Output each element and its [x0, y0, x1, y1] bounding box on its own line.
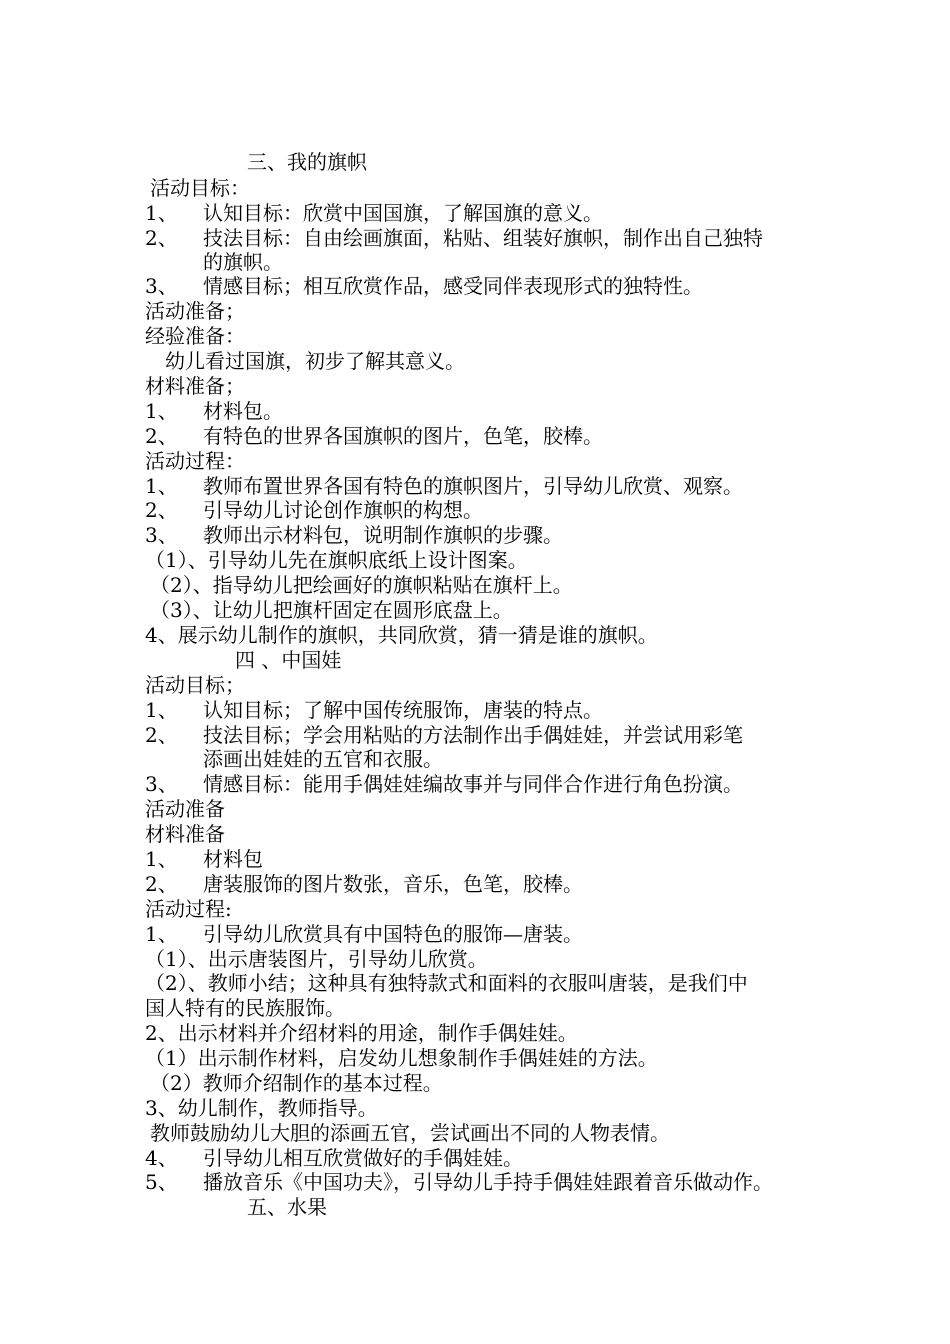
- step-note: 教师鼓励幼儿大胆的添画五官，尝试画出不同的人物表情。: [150, 1121, 670, 1145]
- item-number: 4、: [145, 1146, 178, 1170]
- item-text: 添画出娃娃的五官和衣服。: [203, 747, 443, 771]
- item-number: 2、: [145, 723, 178, 747]
- item-number: 2、: [145, 872, 178, 896]
- process-step: 3、幼儿制作，教师指导。: [145, 1096, 378, 1120]
- item-text: 引导幼儿相互欣赏做好的手偶娃娃。: [203, 1146, 523, 1170]
- section-title: 五、水果: [247, 1195, 327, 1219]
- item-text: 引导幼儿讨论创作旗帜的构想。: [203, 498, 483, 522]
- item-number: 3、: [145, 274, 178, 298]
- substep: （2）、教师小结；这种具有独特款式和面料的衣服叫唐装，是我们中: [145, 971, 748, 995]
- substep: （3）、让幼儿把旗杆固定在圆形底盘上。: [150, 598, 513, 622]
- substep: （2）、指导幼儿把绘画好的旗帜粘贴在旗杆上。: [150, 573, 573, 597]
- item-text: 情感目标；相互欣赏作品，感受同伴表现形式的独特性。: [203, 274, 703, 298]
- item-number: 1、: [145, 698, 178, 722]
- experience-heading: 经验准备：: [145, 324, 245, 348]
- materials-heading: 材料准备；: [145, 374, 245, 398]
- item-number: 3、: [145, 772, 178, 796]
- item-text: 教师布置世界各国有特色的旗帜图片，引导幼儿欣赏、观察。: [203, 474, 743, 498]
- item-text: 有特色的世界各国旗帜的图片，色笔，胶棒。: [203, 424, 603, 448]
- item-number: 1、: [145, 922, 178, 946]
- item-number: 1、: [145, 847, 178, 871]
- item-text: 材料包: [203, 847, 263, 871]
- experience-text: 幼儿看过国旗，初步了解其意义。: [165, 349, 465, 373]
- item-text: 技法目标：自由绘画旗面，粘贴、组装好旗帜，制作出自己独特: [203, 226, 763, 250]
- substep: （1）、出示唐装图片，引导幼儿欣赏。: [145, 947, 488, 971]
- item-number: 1、: [145, 474, 178, 498]
- item-text: 引导幼儿欣赏具有中国特色的服饰—唐装。: [203, 922, 583, 946]
- goals-heading: 活动目标：: [150, 176, 250, 200]
- item-number: 2、: [145, 226, 178, 250]
- materials-heading: 材料准备: [145, 822, 225, 846]
- item-text: 教师出示材料包，说明制作旗帜的步骤。: [203, 523, 563, 547]
- item-text: 唐装服饰的图片数张，音乐，色笔，胶棒。: [203, 872, 583, 896]
- section-title: 三、我的旗帜: [247, 150, 367, 174]
- goals-heading: 活动目标；: [145, 673, 245, 697]
- substep: （1）、引导幼儿先在旗帜底纸上设计图案。: [145, 548, 528, 572]
- process-heading: 活动过程:: [145, 897, 232, 921]
- item-text: 认知目标；了解中国传统服饰，唐装的特点。: [203, 698, 603, 722]
- item-number: 1、: [145, 399, 178, 423]
- item-text: 材料包。: [203, 399, 283, 423]
- item-text: 播放音乐《中国功夫》，引导幼儿手持手偶娃娃跟着音乐做动作。: [203, 1170, 773, 1194]
- substep: （2）教师介绍制作的基本过程。: [150, 1071, 443, 1095]
- process-step: 4、展示幼儿制作的旗帜，共同欣赏，猜一猜是谁的旗帜。: [145, 623, 658, 647]
- process-step: 2、出示材料并介绍材料的用途，制作手偶娃娃。: [145, 1021, 578, 1045]
- prep-heading: 活动准备；: [145, 299, 245, 323]
- item-text: 的旗帜。: [203, 250, 283, 274]
- item-text: 技法目标；学会用粘贴的方法制作出手偶娃娃，并尝试用彩笔: [203, 723, 743, 747]
- process-heading: 活动过程：: [145, 449, 245, 473]
- substep: （1）出示制作材料，启发幼儿想象制作手偶娃娃的方法。: [145, 1046, 658, 1070]
- item-number: 3、: [145, 523, 178, 547]
- substep-continuation: 国人特有的民族服饰。: [145, 996, 345, 1020]
- item-number: 1、: [145, 201, 178, 225]
- section-title: 四 、中国娃: [235, 648, 342, 672]
- item-text: 情感目标：能用手偶娃娃编故事并与同伴合作进行角色扮演。: [203, 772, 743, 796]
- item-text: 认知目标：欣赏中国国旗，了解国旗的意义。: [203, 201, 603, 225]
- item-number: 2、: [145, 498, 178, 522]
- item-number: 5、: [145, 1170, 178, 1194]
- prep-heading: 活动准备: [145, 797, 225, 821]
- item-number: 2、: [145, 424, 178, 448]
